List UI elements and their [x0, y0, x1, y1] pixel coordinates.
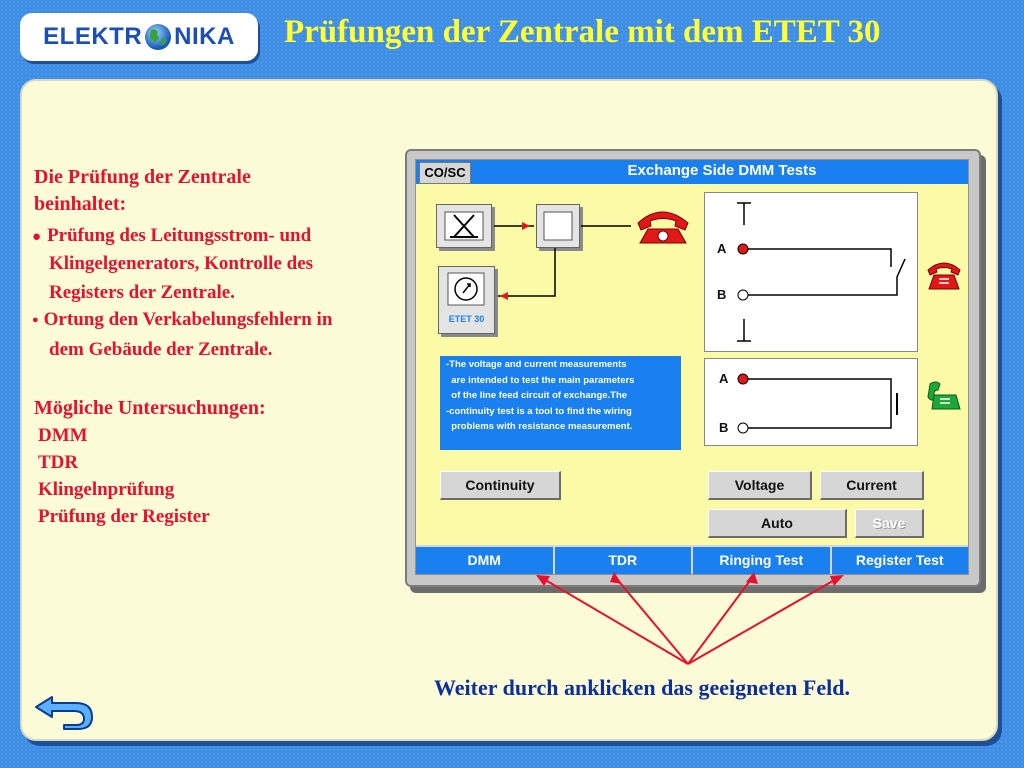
- bullet-2-line-2: dem Gebäude der Zentrale.: [49, 339, 273, 360]
- continuity-button[interactable]: Continuity: [440, 471, 561, 500]
- globe-icon: [144, 23, 172, 51]
- voltage-button[interactable]: Voltage: [708, 471, 812, 500]
- current-button[interactable]: Current: [820, 471, 924, 500]
- tests-heading: Mögliche Untersuchungen:: [34, 397, 266, 419]
- page-title: Prüfungen der Zentrale mit dem ETET 30: [284, 14, 881, 50]
- bullet-2-line-1: ● Ortung den Verkabelungsfehlern in: [32, 309, 333, 330]
- device-label: ETET 30: [448, 314, 485, 324]
- elektronika-logo: [20, 13, 258, 61]
- line-a-label: A: [717, 241, 727, 256]
- test-item-dmm: DMM: [38, 425, 88, 446]
- line-a-label: A: [719, 371, 729, 386]
- red-telephone-icon: [926, 258, 962, 292]
- tab-ringing-test[interactable]: Ringing Test: [693, 545, 832, 574]
- circuit-a-b-closed: [704, 358, 918, 446]
- back-arrow-icon[interactable]: [34, 693, 94, 731]
- red-telephone-icon: [634, 205, 692, 245]
- intro-heading-2: beinhaltet:: [34, 193, 127, 215]
- tab-dmm[interactable]: DMM: [416, 545, 555, 574]
- test-item-tdr: TDR: [38, 452, 79, 473]
- test-tabs: [416, 545, 968, 574]
- auto-button[interactable]: Auto: [708, 509, 847, 538]
- bullet-dot-icon: ●: [32, 314, 39, 326]
- logo-text-left: ELEKTR: [43, 23, 143, 50]
- mode-label[interactable]: CO/SC: [419, 162, 471, 184]
- tab-tdr[interactable]: TDR: [555, 545, 694, 574]
- etet30-device-frame: [405, 149, 981, 587]
- line-b-label: B: [717, 287, 727, 302]
- circuit-a-b-open: [704, 192, 918, 352]
- logo-text-right: NIKA: [174, 23, 235, 50]
- instruction-text: Weiter durch anklicken das geeigneten Feld.: [434, 675, 850, 700]
- bullet-1-line-2: Klingelgenerators, Kontrolle des: [49, 253, 314, 274]
- bullet-1-line-1: ● Prüfung des Leitungsstrom- und: [32, 225, 312, 246]
- green-telephone-icon: [926, 378, 962, 412]
- info-text: -The voltage and current measurements are intended to test the main parameters of the line feed circuit of exchange.The -continuity test is a tool to find the wiring problems with resistance measurement.: [440, 356, 681, 450]
- test-item-register: Prüfung der Register: [38, 506, 210, 527]
- tab-register-test[interactable]: Register Test: [832, 545, 969, 574]
- test-item-ringing: Klingelnprüfung: [38, 479, 175, 500]
- bullet-dot-icon: ●: [32, 229, 42, 245]
- screen-title: Exchange Side DMM Tests: [627, 162, 817, 179]
- intro-heading-1: Die Prüfung der Zentrale: [34, 166, 251, 188]
- save-button[interactable]: Save: [855, 509, 924, 538]
- device-screen: [415, 159, 969, 575]
- bullet-1-line-3: Registers der Zentrale.: [49, 282, 235, 303]
- line-b-label: B: [719, 420, 729, 435]
